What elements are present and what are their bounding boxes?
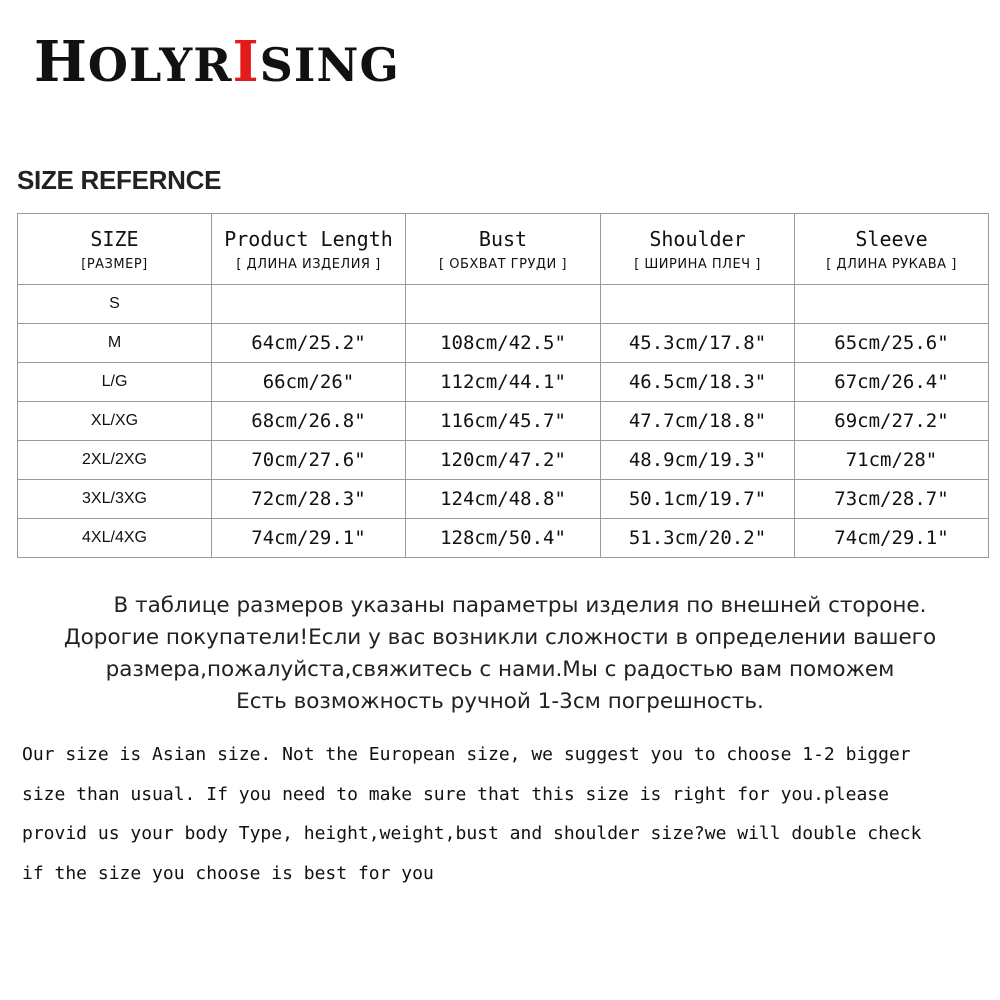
sleeve-cell: 67cm/26.4" [795, 363, 989, 402]
bust-cell: 120cm/47.2" [406, 441, 601, 480]
size-reference-heading: SIZE REFERNCE [17, 165, 222, 195]
shoulder-cell: 46.5cm/18.3" [601, 363, 795, 402]
table-row [18, 363, 989, 402]
shoulder-cell [601, 285, 795, 324]
bust-cell [406, 285, 601, 324]
brand-logo-i: I [232, 29, 260, 95]
shoulder-cell: 48.9cm/19.3" [601, 441, 795, 480]
length-cell [212, 285, 406, 324]
header-size-sub: [РАЗМЕР] [81, 256, 148, 272]
sleeve-cell [795, 285, 989, 324]
sleeve-cell: 73cm/28.7" [795, 480, 989, 519]
english-notice-line: provid us your body Type, height,weight,bust and shoulder size?we will double check [22, 823, 922, 844]
table-row [18, 324, 989, 363]
length-cell: 72cm/28.3" [212, 480, 406, 519]
length-cell: 70cm/27.6" [212, 441, 406, 480]
brand-logo [34, 29, 400, 95]
length-cell: 74cm/29.1" [212, 519, 406, 558]
header-size [18, 214, 212, 285]
bust-cell: 124cm/48.8" [406, 480, 601, 519]
table-row [18, 441, 989, 480]
header-length-sub: [ ДЛИНА ИЗДЕЛИЯ ] [236, 256, 381, 272]
table-row [18, 480, 989, 519]
russian-notice-line: В таблице размеров указаны параметры изделия по внешней стороне. [113, 593, 927, 618]
shoulder-cell: 47.7cm/18.8" [601, 402, 795, 441]
header-bust-label: Bust [478, 226, 528, 251]
table-row [18, 402, 989, 441]
russian-notice-line: Дорогие покупатели!Если у вас возникли сложности в определении вашего [63, 625, 937, 650]
header-sleeve-label: Sleeve [855, 226, 928, 251]
length-cell: 68cm/26.8" [212, 402, 406, 441]
russian-notice-line: Есть возможность ручной 1-3см погрешность. [236, 689, 764, 714]
table-row [18, 285, 989, 324]
shoulder-cell: 45.3cm/17.8" [601, 324, 795, 363]
bust-cell: 116cm/45.7" [406, 402, 601, 441]
bust-cell: 112cm/44.1" [406, 363, 601, 402]
size-cell: 2XL/2XG [18, 441, 212, 480]
size-cell: XL/XG [18, 402, 212, 441]
header-shoulder-label: Shoulder [649, 226, 746, 251]
shoulder-cell: 50.1cm/19.7" [601, 480, 795, 519]
size-cell: 4XL/4XG [18, 519, 212, 558]
header-bust-sub: [ ОБХВАТ ГРУДИ ] [439, 256, 567, 272]
bust-cell: 128cm/50.4" [406, 519, 601, 558]
header-sleeve [795, 214, 989, 285]
sleeve-cell: 69cm/27.2" [795, 402, 989, 441]
length-cell: 66cm/26" [212, 363, 406, 402]
size-cell: S [18, 285, 212, 324]
size-table-header-row [18, 214, 989, 285]
header-shoulder [601, 214, 795, 285]
size-table [17, 213, 989, 558]
header-bust [406, 214, 601, 285]
header-length [212, 214, 406, 285]
english-notice-line: if the size you choose is best for you [22, 862, 434, 884]
header-length-label: Product Length [224, 226, 393, 251]
russian-notice [0, 590, 1000, 718]
english-notice-line: Our size is Asian size. Not the European size, we suggest you to choose 1-2 bigger [22, 744, 911, 765]
header-shoulder-sub: [ ШИРИНА ПЛЕЧ ] [634, 256, 761, 272]
brand-logo-sing: SING [259, 38, 400, 92]
bust-cell: 108cm/42.5" [406, 324, 601, 363]
table-row [18, 519, 989, 558]
english-notice-line: size than usual. If you need to make sure that this size is right for you.please [22, 783, 889, 805]
brand-logo-olyr: OLYR [87, 38, 233, 92]
length-cell: 64cm/25.2" [212, 324, 406, 363]
english-notice [22, 735, 982, 893]
sleeve-cell: 71cm/28" [795, 441, 989, 480]
russian-notice-line: размера,пожалуйста,свяжитесь с нами.Мы с радостью вам поможем [105, 657, 895, 682]
sleeve-cell: 74cm/29.1" [795, 519, 989, 558]
brand-logo-h: H [34, 29, 88, 95]
shoulder-cell: 51.3cm/20.2" [601, 519, 795, 558]
size-cell: L/G [18, 363, 212, 402]
header-size-label: SIZE [90, 226, 139, 251]
sleeve-cell: 65cm/25.6" [795, 324, 989, 363]
header-sleeve-sub: [ ДЛИНА РУКАВА ] [826, 256, 957, 272]
size-cell: 3XL/3XG [18, 480, 212, 519]
size-cell: M [18, 324, 212, 363]
